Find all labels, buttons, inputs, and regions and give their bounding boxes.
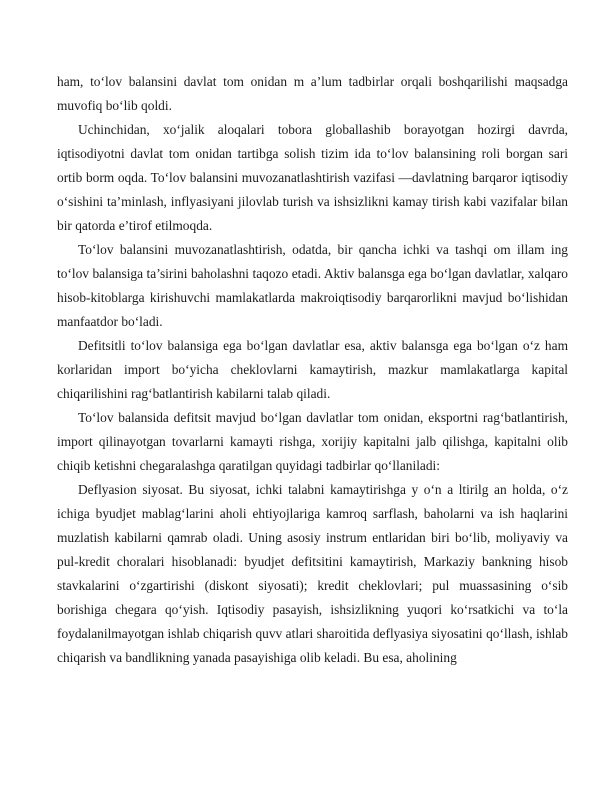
paragraph-continuation: ham, to‘lov balansini davlat tom onidan m a’lum tadbirlar orqali boshqarilishi maqsadga muvofiq bo‘lib qoldi. — [57, 74, 568, 113]
text-block — [57, 70, 568, 670]
paragraph-muvozanatlashtirish: To‘lov balansini muvozanatlashtirish, odatda, bir qancha ichki va tashqi om illam ing to‘lov balansiga ta’sirini baholashni taqozo etadi. Aktiv balansga ega bo‘lgan davlatlar, xalqaro hisob-kitoblarga kirishuvchi mamlakatlarda makroiqtisodiy barqarorlikni mavjud bo‘lishidan manfaatdor bo‘ladi. — [57, 242, 568, 329]
paragraph-defitsitli: Defitsitli to‘lov balansiga ega bo‘lgan davlatlar esa, aktiv balansga ega bo‘lgan o‘z ham korlaridan import bo‘yicha cheklovlarni kamaytirish, mazkur mamlakatlarga kapital chiqarilishini rag‘batlantirish kabilarni talab qiladi. — [57, 338, 568, 401]
paragraph-tadbirlar: To‘lov balansida defitsit mavjud bo‘lgan davlatlar tom onidan, eksportni rag‘batlantirish, import qilinayotgan tovarlarni kamayti rishga, xorijiy kapitalni jalb qilishga, kapitalni olib chiqib ketishni chegaralashga qaratilgan quyidagi tadbirlar qo‘llaniladi: — [57, 410, 568, 473]
paragraph-deflyasion-siyosat: Deflyasion siyosat. Bu siyosat, ichki talabni kamaytirishga y o‘n a ltirilg an holda, o‘z ichiga byudjet mablag‘larini aholi ehtiyojlariga kamroq sarflash, baholarni va ish haqlarini muzlatish kabilarni qamrab oladi. Uning asosiy instrum entlaridan biri bo‘lib, moliyaviy va pul-kredit choralari hisoblanadi: byudjet defitsitini kamaytirish, Markaziy bankning hisob stavkalarini o‘zgartirishi (diskont siyosati); kredit cheklovlari; pul muassasining o‘sib borishiga chegara qo‘yish. Iqtisodiy pasayish, ishsizlikning yuqori ko‘rsatkichi va to‘la foydalanilmayotgan ishlab chiqarish quvv atlari sharoitida deflyasiya siyosatini qo‘llash, ishlab chiqarish va bandlikning yanada pasayishiga olib keladi. Bu esa, aholining — [57, 482, 568, 665]
paragraph-uchinchidan: Uchinchidan, xo‘jalik aloqalari tobora globallashib borayotgan hozirgi davrda, iqtisodiyotni davlat tom onidan tartibga solish tizim ida to‘lov balansining roli borgan sari ortib borm oqda. To‘lov balansini muvozanatlashtirish vazifasi —davlatning barqaror iqtisodiy o‘sishini ta’minlash, inflyasiyani jilovlab turish va ishsizlikni kamay tirish kabi vazifalar bilan bir qatorda e’tirof etilmoqda. — [57, 122, 568, 233]
